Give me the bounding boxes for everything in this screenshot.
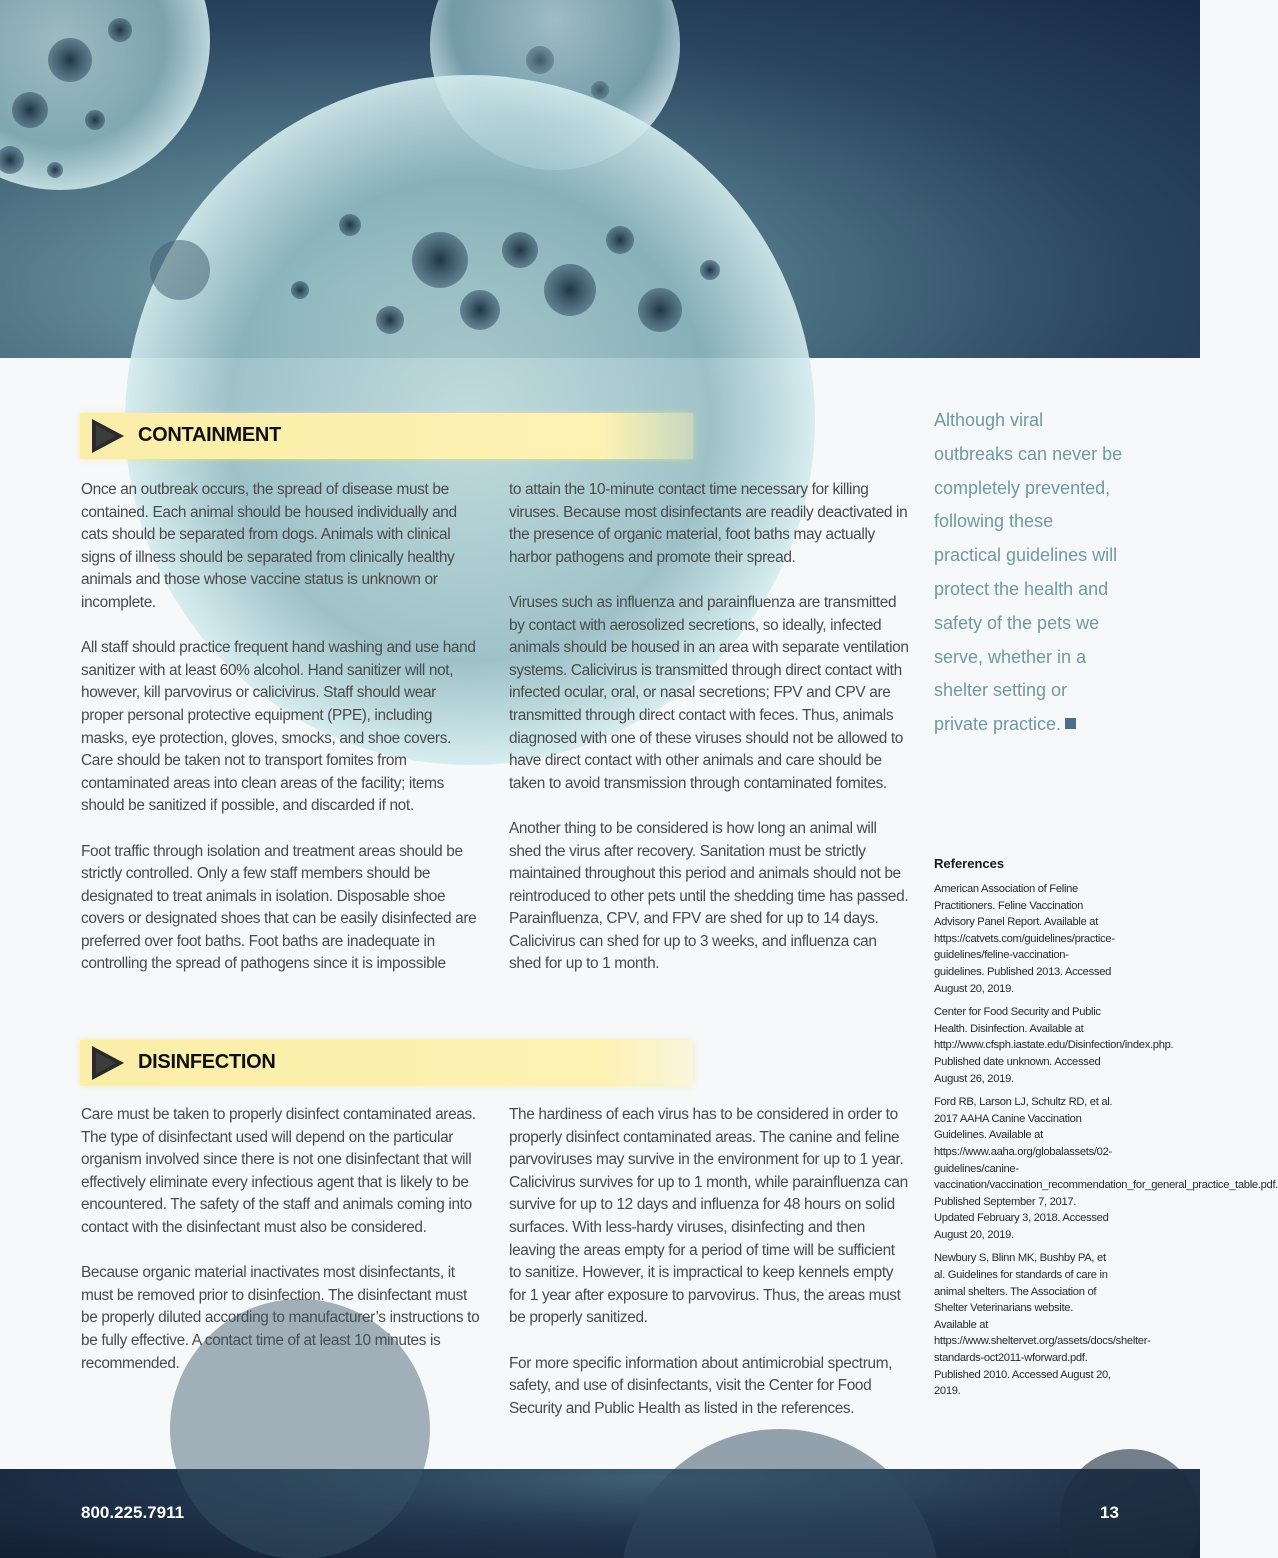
page-number: 13 xyxy=(1100,1503,1119,1522)
reference-item: American Association of Feline Practitioners. Feline Vaccination Advisory Panel Report. Available at https://catvets.com/guidelines/practice-guidelines/feline-vaccination-guidelines. Published 2013. Accessed August 20, 2019. xyxy=(934,883,1115,995)
hero-microscope-image xyxy=(0,0,1200,358)
reference-item: Center for Food Security and Public Health. Disinfection. Available at http://www.cfsph.iastate.edu/Disinfection/index.php. Published date unknown. Accessed August 26, 2019. xyxy=(934,1006,1174,1085)
paragraph: The hardiness of each virus has to be considered in order to properly disinfect contaminated areas. The canine and feline parvoviruses may survive in the environment for up to 1 year. Calicivirus survives for up to 1 month, while parainfluenza can survive for up to 12 days and influenza for 48 hours on solid surfaces. With less-hardy viruses, disinfecting and then leaving the areas empty for a period of time will be sufficient to sanitize. However, it is impractical to keep kennels empty for 1 year after exposure to parvovirus. Thus, the areas must be properly sanitized. xyxy=(509,1106,908,1327)
disinfection-heading: DISINFECTION xyxy=(138,1051,276,1073)
paragraph: For more specific information about antimicrobial spectrum, safety, and use of disinfectants, visit the Center for Food Security and Public Health as listed in the references. xyxy=(509,1354,893,1417)
paragraph: All staff should practice frequent hand washing and use hand sanitizer with at least 60% alcohol. Hand sanitizer will not, however, kill parvovirus or calicivirus. Staff should wear proper personal protective equipment (PPE), including masks, eye protection, gloves, smocks, and shoe covers. Care should be taken not to transport fomites from contaminated areas into clean areas of the facility; items should be sanitized if possible, and discarded if not. xyxy=(81,639,476,815)
disinfection-column-right xyxy=(509,1104,909,1420)
paragraph: Once an outbreak occurs, the spread of disease must be contained. Each animal should be housed individually and cats should be separated from dogs. Animals with clinical signs of illness should be separated from clinically healthy animals and those whose vaccine status is unknown or incomplete. xyxy=(81,481,457,611)
containment-heading: CONTAINMENT xyxy=(138,424,281,446)
paragraph: Care must be taken to properly disinfect contaminated areas. The type of disinfectant used will depend on the particular organism involved since there is not one disinfectant that will effectively eliminate every infectious agent that is likely to be encountered. The safety of the staff and animals coming into contact with the disinfectant must also be considered. xyxy=(81,1106,476,1236)
references xyxy=(934,856,1278,1407)
pull-quote-text: Although viral outbreaks can never be completely prevented, following these practical guidelines will protect the health and safety of the pets we serve, whether in a shelter setting or private practice. xyxy=(934,410,1123,735)
cell-illustration xyxy=(0,0,1200,358)
arrow-icon xyxy=(90,1044,126,1082)
end-mark-icon xyxy=(1065,718,1076,729)
reference-item: Ford RB, Larson LJ, Schultz RD, et al. 2017 AAHA Canine Vaccination Guidelines. Available at https://www.aaha.org/globalassets/02-guidelines/canine-vaccination/vaccination_recommendation_for_general_practice_table.pdf. Published September 7, 2017. Updated February 3, 2018. Accessed August 20, 2019. xyxy=(934,1096,1278,1241)
paragraph: Another thing to be considered is how long an animal will shed the virus after recovery. Sanitation must be strictly maintained throughout this period and animals should not be reintroduced to other pets until the shedding time has passed. Parainfluenza, CPV, and FPV are shed for up to 14 days. Calicivirus can shed for up to 3 weeks, and influenza can shed for up to 1 month. xyxy=(509,819,909,973)
containment-column-right xyxy=(509,479,909,976)
paragraph: Because organic material inactivates most disinfectants, it must be removed prior to disinfection. The disinfectant must be properly diluted according to manufacturer’s instructions to be fully effective. A contact time of at least 10 minutes is recommended. xyxy=(81,1264,480,1372)
phone-number: 800.225.7911 xyxy=(81,1503,185,1522)
paragraph: to attain the 10-minute contact time necessary for killing viruses. Because most disinfectants are readily deactivated in the presence of organic material, foot baths may actually harbor pathogens and promote their spread. xyxy=(509,481,908,566)
disinfection-heading-bar xyxy=(80,1040,693,1086)
arrow-icon xyxy=(90,417,126,455)
paragraph: Foot traffic through isolation and treatment areas should be strictly controlled. Only a few staff members should be designated to treat animals in isolation. Disposable shoe covers or designated shoes that can be easily disinfected are preferred over foot baths. Foot baths are inadequate in controlling the spread of pathogens since it is impossible xyxy=(81,842,477,973)
containment-heading-bar xyxy=(80,413,693,459)
reference-item: Newbury S, Blinn MK, Bushby PA, et al. Guidelines for standards of care in animal shelters. The Association of Shelter Veterinarians website. Available at https://www.sheltervet.org/assets/docs/shelter-standards-oct2011-wforward.pdf. Published 2010. Accessed August 20, 2019. xyxy=(934,1252,1151,1398)
pull-quote xyxy=(934,404,1124,742)
references-title: References xyxy=(934,856,1005,871)
paragraph: Viruses such as influenza and parainfluenza are transmitted by contact with aerosolized secretions, so ideally, infected animals should be housed in an area with separate ventilation systems. Calicivirus is transmitted through direct contact with infected ocular, oral, or nasal secretions; FPV and CPV are transmitted through direct contact with feces. Thus, animals diagnosed with one of these viruses should not be allowed to have direct contact with other animals and care should be taken to avoid transmission through contaminated fomites. xyxy=(509,593,909,792)
containment-column-left xyxy=(81,479,481,976)
